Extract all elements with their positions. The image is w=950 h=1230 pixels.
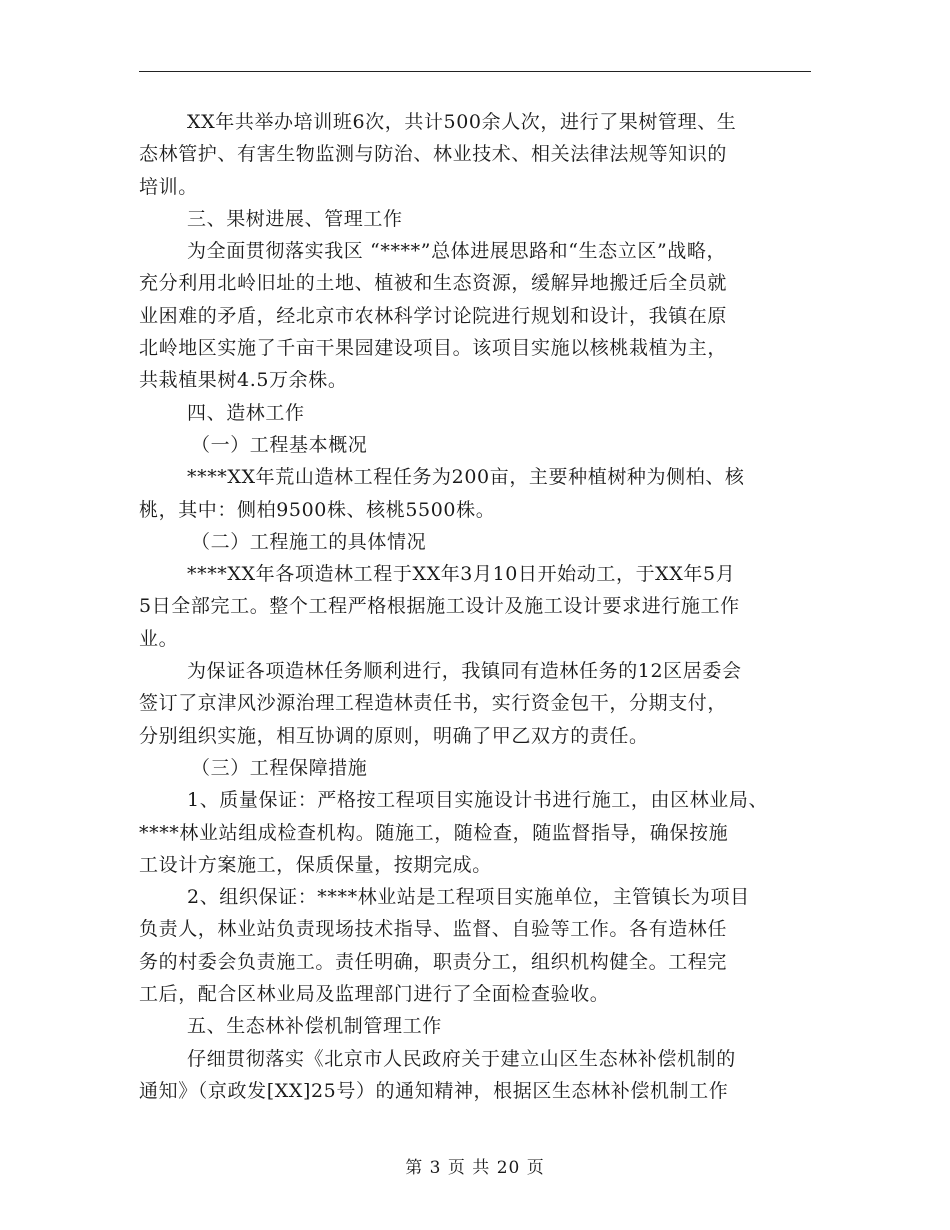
paragraph-line: XX年共举办培训班6次，共计500余人次，进行了果树管理、生: [187, 111, 737, 133]
section-heading: 五、生态林补偿机制管理工作: [187, 1015, 442, 1038]
paragraph-line: 态林管护、有害生物监测与防治、林业技术、相关法律法规等知识的: [139, 143, 728, 166]
paragraph-line: 仔细贯彻落实《北京市人民政府关于建立山区生态林补偿机制的: [187, 1047, 736, 1070]
paragraph-line: 务的村委会负责施工。责任明确，职责分工，组织机构健全。工程完: [139, 950, 728, 973]
paragraph-line: 工后，配合区林业局及监理部门进行了全面检查验收。: [139, 983, 610, 1006]
paragraph-line: 签订了京津风沙源治理工程造林责任书，实行资金包干，分期支付，: [139, 692, 728, 715]
section-heading: 三、果树进展、管理工作: [187, 207, 403, 230]
paragraph-line: 为保证各项造林任务顺利进行，我镇同有造林任务的12区居委会: [187, 660, 742, 683]
paragraph-line: 2、组织保证：****林业站是工程项目实施单位，主管镇长为项目: [187, 886, 750, 909]
subsection-heading: （三）工程保障措施: [191, 756, 368, 779]
page-number-footer: 第 3 页 共 20 页: [405, 1158, 545, 1178]
paragraph-line: ****XX年各项造林工程于XX年3月10日开始动工，于XX年5月: [187, 563, 736, 586]
paragraph-line: 通知》（京政发[XX]25号）的通知精神，根据区生态林补偿机制工作: [139, 1079, 729, 1102]
paragraph-line: 培训。: [139, 175, 198, 198]
section-heading: 四、造林工作: [187, 401, 305, 424]
paragraph-line: 分别组织实施，相互协调的原则，明确了甲乙双方的责任。: [139, 724, 649, 747]
paragraph-line: 负责人，林业站负责现场技术指导、监督、自验等工作。各有造林任: [139, 918, 728, 941]
paragraph-line: 北岭地区实施了千亩干果园建设项目。该项目实施以核桃栽植为主，: [139, 337, 728, 360]
paragraph-line: 充分利用北岭旧址的土地、植被和生态资源，缓解异地搬迁后全员就: [139, 272, 728, 295]
paragraph-line: 桃，其中：侧柏9500株、核桃5500株。: [139, 498, 496, 521]
paragraph-line: 业困难的矛盾，经北京市农林科学讨论院进行规划和设计，我镇在原: [139, 304, 728, 327]
paragraph-line: 业。: [139, 627, 179, 650]
paragraph-line: ****林业站组成检查机构。随施工，随检查，随监督指导，确保按施: [139, 821, 729, 844]
subsection-heading: （二）工程施工的具体情况: [191, 530, 427, 553]
paragraph-line: ****XX年荒山造林工程任务为200亩，主要种植树种为侧柏、核: [187, 466, 745, 489]
paragraph-line: 5日全部完工。整个工程严格根据施工设计及施工设计要求进行施工作: [139, 595, 740, 618]
paragraph-line: 为全面贯彻落实我区 “****”总体进展思路和“生态立区”战略，: [187, 240, 727, 263]
subsection-heading: （一）工程基本概况: [191, 433, 368, 456]
paragraph-line: 共栽植果树4.5万余株。: [139, 369, 348, 392]
paragraph-line: 工设计方案施工，保质保量，按期完成。: [139, 853, 492, 876]
paragraph-line: 1、质量保证：严格按工程项目实施设计书进行施工，由区林业局、: [187, 789, 769, 812]
document-body: [139, 106, 819, 1107]
header-rule: [139, 71, 811, 72]
